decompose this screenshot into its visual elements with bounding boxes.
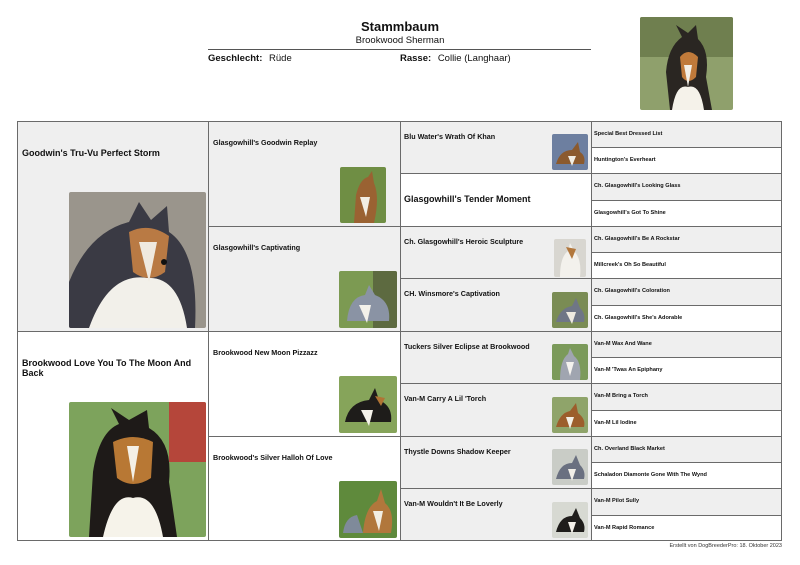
sex-value: Rüde: [269, 53, 292, 64]
gen4-cell-16: [592, 516, 782, 541]
gen4-name-8: Ch. Glasgowhill's She's Adorable: [594, 315, 683, 321]
footer-date: 18. Oktober 2023: [739, 543, 782, 549]
gen3-cell-8: [401, 489, 592, 541]
footer-credit: [669, 543, 782, 549]
header-divider: [208, 49, 591, 50]
gen4-name-13: Ch. Overland Black Market: [594, 446, 665, 452]
gen3-name-4: CH. Winsmore's Captivation: [404, 289, 500, 298]
gen2-photo-4: [339, 481, 397, 538]
dog-name: Brookwood Sherman: [355, 35, 445, 46]
footer-created-by: Erstellt von DogBreederPro:: [669, 543, 738, 549]
gen4-cell-2: [592, 148, 782, 174]
gen4-cell-1: [592, 122, 782, 148]
gen4-cell-7: [592, 279, 782, 306]
gen3-cell-6: [401, 384, 592, 437]
gen3-name-7: Thystle Downs Shadow Keeper: [404, 447, 511, 456]
gen2-cell-1: [209, 122, 401, 227]
gen4-cell-6: [592, 253, 782, 279]
gen3-cell-4: [401, 279, 592, 332]
gen4-cell-9: [592, 332, 782, 358]
gen2-name-2: Glasgowhill's Captivating: [213, 243, 301, 252]
breed-value: Collie (Langhaar): [437, 53, 511, 64]
sex-label: Geschlecht:: [208, 53, 263, 64]
gen2-name-3: Brookwood New Moon Pizzazz: [213, 348, 318, 357]
gen4-name-9: Van-M Wax And Wane: [594, 341, 652, 347]
gen3-photo-6: [552, 397, 588, 433]
gen3-photo-3: [554, 239, 586, 277]
gen2-cell-2: [209, 227, 401, 332]
gen2-cell-4: [209, 437, 401, 541]
gen3-name-6: Van-M Carry A Lil 'Torch: [404, 394, 487, 403]
sire-cell: [18, 122, 209, 332]
gen4-cell-15: [592, 489, 782, 516]
gen3-photo-7: [552, 449, 588, 485]
gen3-photo-5: [552, 344, 588, 380]
gen3-photo-4: [552, 292, 588, 328]
gen3-cell-7: [401, 437, 592, 489]
gen4-cell-3: [592, 174, 782, 201]
gen4-cell-14: [592, 463, 782, 489]
gen4-name-11: Van-M Bring a Torch: [594, 393, 648, 399]
main-dog-photo: [640, 17, 733, 110]
gen4-name-1: Special Best Dressed List: [594, 131, 663, 137]
gen3-cell-5: [401, 332, 592, 384]
gen4-name-2: Huntington's Everheart: [594, 157, 656, 163]
gen4-name-15: Van-M Pilot Sully: [594, 498, 640, 504]
sire-photo: [69, 192, 206, 328]
gen4-name-3: Ch. Glasgowhill's Looking Glass: [594, 183, 681, 189]
gen2-photo-1: [340, 167, 386, 223]
gen4-cell-13: [592, 437, 782, 463]
gen3-cell-2: [401, 174, 592, 227]
gen4-name-7: Ch. Glasgowhill's Coloration: [594, 288, 670, 294]
gen3-name-2: Glasgowhill's Tender Moment: [404, 194, 531, 204]
gen4-name-5: Ch. Glasgowhill's Be A Rockstar: [594, 236, 680, 242]
gen4-name-12: Van-M Lil Iodine: [594, 420, 637, 426]
page-title: Stammbaum: [360, 19, 440, 34]
dam-photo: [69, 402, 206, 537]
sex-field: [208, 53, 292, 64]
breed-field: [400, 53, 511, 64]
gen4-name-14: Schaladon Diamonte Gone With The Wynd: [594, 472, 707, 478]
gen3-name-8: Van-M Wouldn't It Be Loverly: [404, 499, 503, 508]
breed-label: Rasse:: [400, 53, 432, 64]
gen3-cell-3: [401, 227, 592, 279]
gen2-name-4: Brookwood's Silver Halloh Of Love: [213, 453, 333, 462]
sire-name: Goodwin's Tru-Vu Perfect Storm: [22, 148, 160, 158]
gen4-name-10: Van-M 'Twas An Epiphany: [594, 367, 663, 373]
gen2-photo-2: [339, 271, 397, 328]
gen2-cell-3: [209, 332, 401, 437]
gen4-cell-10: [592, 358, 782, 384]
dam-name: Brookwood Love You To The Moon And Back: [22, 358, 192, 378]
gen3-name-3: Ch. Glasgowhill's Heroic Sculpture: [404, 237, 524, 246]
dam-cell: [18, 332, 209, 541]
gen3-photo-1: [552, 134, 588, 170]
gen4-cell-12: [592, 411, 782, 437]
gen4-cell-11: [592, 384, 782, 411]
gen4-cell-5: [592, 227, 782, 253]
gen4-name-4: Glasgowhill's Got To Shine: [594, 210, 666, 216]
gen3-cell-1: [401, 122, 592, 174]
gen4-cell-4: [592, 201, 782, 227]
gen4-name-6: Millcreek's Oh So Beautiful: [594, 262, 666, 268]
gen4-cell-8: [592, 306, 782, 332]
gen3-name-1: Blu Water's Wrath Of Khan: [404, 132, 496, 141]
gen2-name-1: Glasgowhill's Goodwin Replay: [213, 138, 318, 147]
gen2-photo-3: [339, 376, 397, 433]
gen3-name-5: Tuckers Silver Eclipse at Brookwood: [404, 342, 530, 351]
pedigree-grid: [17, 121, 782, 541]
gen4-name-16: Van-M Rapid Romance: [594, 525, 655, 531]
gen3-photo-8: [552, 502, 588, 538]
